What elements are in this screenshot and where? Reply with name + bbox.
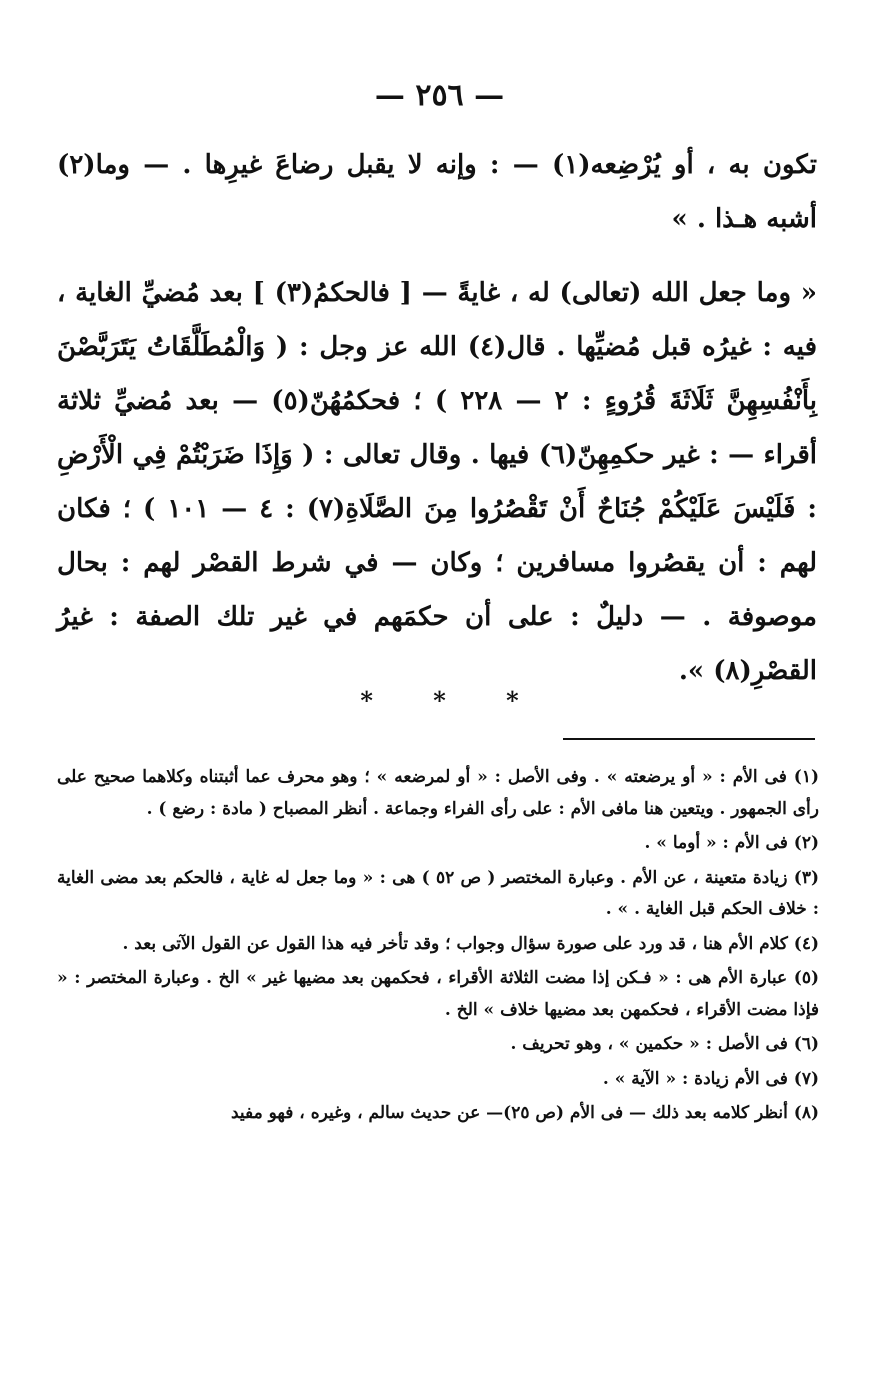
- section-separator: * * *: [360, 686, 519, 715]
- footnote-7: (٧) فى الأم زيادة : « الآية » .: [602, 1068, 819, 1089]
- footnotes-section: [57, 762, 819, 1133]
- footnote-1: (١) فى الأم : « أو يرضعته » . وفى الأصل : « أو لمرضعه » ؛ وهو محرف عما أثبتناه وكلاهما صحيح على رأى الجمهور . ويتعين هنا مافى الأم : على رأى الفراء وجماعة . أنظر المصباح ( مادة : رضع ) .: [57, 767, 819, 819]
- footnote-2: (٢) فى الأم : « أوما » .: [644, 833, 819, 853]
- footnote-4: (٤) كلام الأم هنا ، قد ورد على صورة سؤال وجواب ؛ وقد تأخر فيه هذا القول عن القول الآتى بعد .: [122, 933, 819, 954]
- main-text-body: [57, 138, 817, 698]
- footnote-divider: [563, 738, 815, 740]
- main-paragraph: تكون به ، أو يُرْضِعه(١) — : وإنه لا يقبل رضاعَ غيرِها . — وما(٢) أشبه هـذا . »: [57, 150, 817, 234]
- page-number: — ٢٥٦ —: [374, 78, 505, 113]
- footnote-5: (٥) عبارة الأم هى : « فـكن إذا مضت الثلاثة الأقراء ، فحكمهن بعد مضيها غير » الخ . وعبارة المختصر : « فإذا مضت الأقراء ، فحكمهن بعد مضيها خلاف » الخ .: [57, 968, 819, 1020]
- footnote-3: (٣) زيادة متعينة ، عن الأم . وعبارة المختصر ( ص ٥٢ ) هى : « وما جعل له غاية ، فالحكم بعد مضى الغاية : خلاف الحكم قبل الغاية . » .: [57, 867, 819, 919]
- footnote-8: (٨) أنظر كلامه بعد ذلك — فى الأم (ص ٢٥)— عن حديث سالم ، وغيره ، فهو مفيد: [230, 1103, 819, 1123]
- main-paragraph: « وما جعل الله (تعالى) له ، غايةً — [ فالحكمُ(٣) ] بعد مُضيِّ الغاية ، فيه : غيرُه قبل مُضيِّها . قال(٤) الله عز وجل : ( وَالْمُطَلَّقَاتُ يَتَرَبَّصْنَ بِأَنْفُسِهِنَّ ثَلَاثَةَ قُرُوءٍ : ٢ — ٢٢٨ ) ؛ فحكمُهُنّ(٥) — بعد مُضيِّ ثلاثة أقراء — : غير حكمِهِنّ(٦) فيها . وقال تعالى : ( وَإِذَا ضَرَبْتُمْ فِي الْأَرْضِ : فَلَيْسَ عَلَيْكُمْ جُنَاحٌ أَنْ تَقْصُرُوا مِنَ الصَّلَاةِ(٧) : ٤ — ١٠١ ) ؛ فكان لهم : أن يقصُروا مسافرين ؛ وكان — في شرط القصْر لهم : بحال موصوفة . — دليلٌ : على أن حكمَهم في غير تلك الصفة : غيرُ القصْرِ(٨) ».: [57, 278, 818, 686]
- footnote-6: (٦) فى الأصل : « حكمين » ، وهو تحريف .: [510, 1034, 819, 1054]
